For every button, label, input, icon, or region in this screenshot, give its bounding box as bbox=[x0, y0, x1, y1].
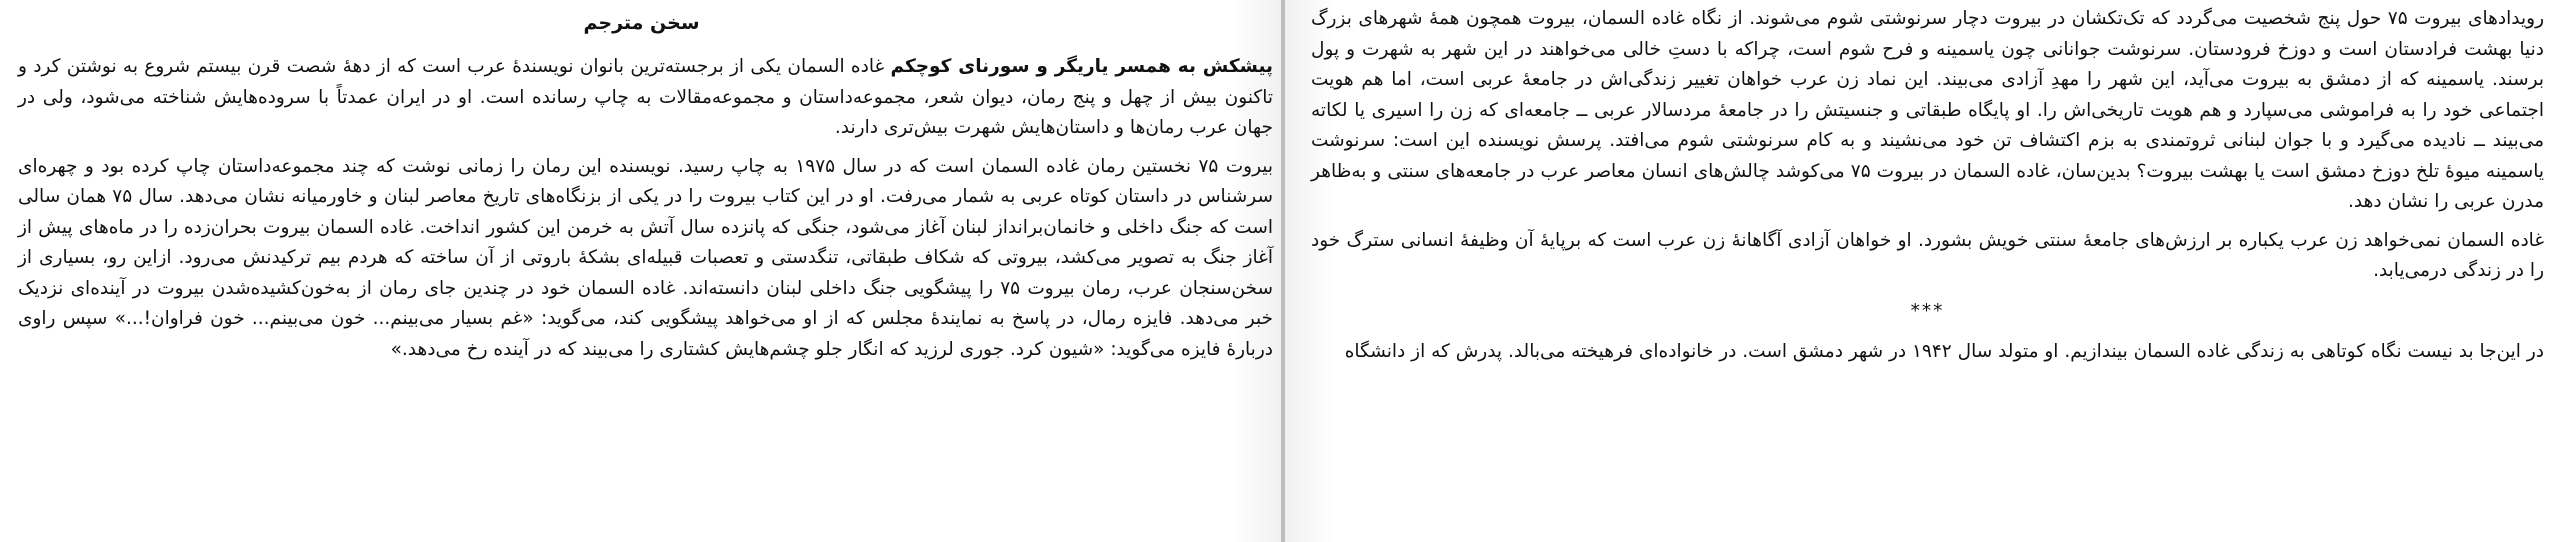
dedication-paragraph bbox=[18, 52, 1273, 144]
right-page bbox=[1283, 0, 2566, 542]
characters-paragraph: رویدادهای بیروت ۷۵ حول پنج شخصیت می‌گردد که تک‌تکشان در بیروت دچار سرنوشتی شوم می‌شوند. از نگاه غاده السمان، بیروت همچون همهٔ شهرهای بزرگ دنیا بهشت فرادستان است و دوزخ فرودستان. سرنوشت جوانانی چون یاسمینه و فرح شوم است، چراکه با دستِ خالی می‌خواهند در این شهر به شهرت و پول برسند. یاسمینه که از دمشق به بیروت می‌آید، این شهر را مهدِ آزادی می‌بیند. این نماد زن عرب خواهان تغییر زندگی‌اش در جامعهٔ عربی است، اما هم هویت اجتماعی خود را به فراموشی می‌سپارد و هم هویت تاریخی‌اش را. او پایگاه طبقاتی و جنسیتش را در جامعهٔ مردسالار عربی ــ جامعه‌ای که زن را اسیری یا لکاته می‌بیند ــ نادیده می‌گیرد و با جوان لبنانی ثروتمندی به بزم اکتشاف تن خود می‌نشیند و به کام سرنوشتی شوم می‌افتد. پرسش نویسنده این است: سرنوشت یاسمینه میوهٔ تلخ دوزخ دمشق است یا بهشت بیروت؟ بدین‌سان، غاده السمان در بیروت ۷۵ می‌کوشد چالش‌های انسان معاصر عرب در جامعه‌های سنتی و به‌ظاهر مدرن عربی را نشان دهد. bbox=[1311, 8, 2545, 212]
left-page-body bbox=[18, 52, 1273, 373]
right-page-body bbox=[1311, 4, 2544, 376]
page-gutter bbox=[1281, 0, 1285, 542]
freedom-paragraph: غاده السمان نمی‌خواهد زن عرب یکباره بر ارزش‌های جامعهٔ سنتی خویش بشورد. او خواهان آزادی آگاهانهٔ زن عرب است که برپایهٔ آن وظیفهٔ انسانی سترگ خود را در زندگی درمی‌یابد. bbox=[1311, 229, 2544, 281]
biography-paragraph: در این‌جا بد نیست نگاه کوتاهی به زندگی غاده السمان بیندازیم. او متولد سال ۱۹۴۲ در شهر دمشق است. در خانواده‌ای فرهیخته می‌بالد. پدرش که از دانشگاه bbox=[1344, 341, 2544, 362]
dedication-text: پیشکش به همسر یاریگر و سورنای کوچکم bbox=[890, 56, 1273, 77]
intro-text: غاده السمان یکی از برجسته‌ترین بانوان نویسندهٔ عرب است که از دههٔ شصت قرن بیستم شروع به نوشتن کرد و تاکنون بیش از چهل و پنج رمان، دیوان شعر، مجموعه‌داستان و مجموعه‌مقالات به چاپ رسانده است. او در ایران عمدتاً با سروده‌هایش شناخته می‌شود، ولی در جهان عرب رمان‌ها و داستان‌هایش شهرت بیش‌تری دارند. bbox=[18, 56, 1273, 138]
page-heading: سخن مترجم bbox=[583, 12, 700, 34]
section-separator: *** bbox=[1910, 300, 1945, 322]
beirut-75-paragraph: بیروت ۷۵ نخستین رمان غاده السمان است که در سال ۱۹۷۵ به چاپ رسید. نویسنده این رمان را زمانی نوشت که چند مجموعه‌داستان چاپ کرده بود و چهره‌ای سرشناس در داستان کوتاه عربی به شمار می‌رفت. او در این کتاب بیروت را در یکی از بزنگاه‌های تاریخ معاصر لبنان و خاورمیانه نشان می‌دهد. سال ۷۵ همان سالی است که جنگ داخلی و خانمان‌برانداز لبنان آغاز می‌شود، جنگی که پانزده سال آتش به خرمن این کشور انداخت. غاده السمان بیروت بحران‌زده را در ماه‌های پیش از آغاز جنگ به تصویر می‌کشد، بیروتی که شکاف طبقاتی، تنگدستی و تعصبات قبیله‌ای بشکهٔ باروتی از آن ساخته که هردم بیم ترکیدنش می‌رود. ازاین رو، بسیاری از سخن‌سنجان عرب، رمان بیروت ۷۵ را پیشگویی جنگ داخلی لبنان دانسته‌اند. غاده السمان خود در چندین جای رمان از به‌خون‌کشیده‌شدن بیروت در آینده‌ای نزدیک خبر می‌دهد. فایزه رمال، در پاسخ به نمایندهٔ مجلس که از او می‌خواهد پیشگویی کند، می‌گوید: «غم بسیار می‌بینم... خون می‌بینم... خون فراوان!...» سپس راوی دربارهٔ فایزه می‌گوید: «شیون کرد. جوری لرزید که انگار جلو چشم‌هایش کشتاری را می‌بیند که در آینده رخ می‌دهد.» bbox=[18, 155, 1274, 360]
